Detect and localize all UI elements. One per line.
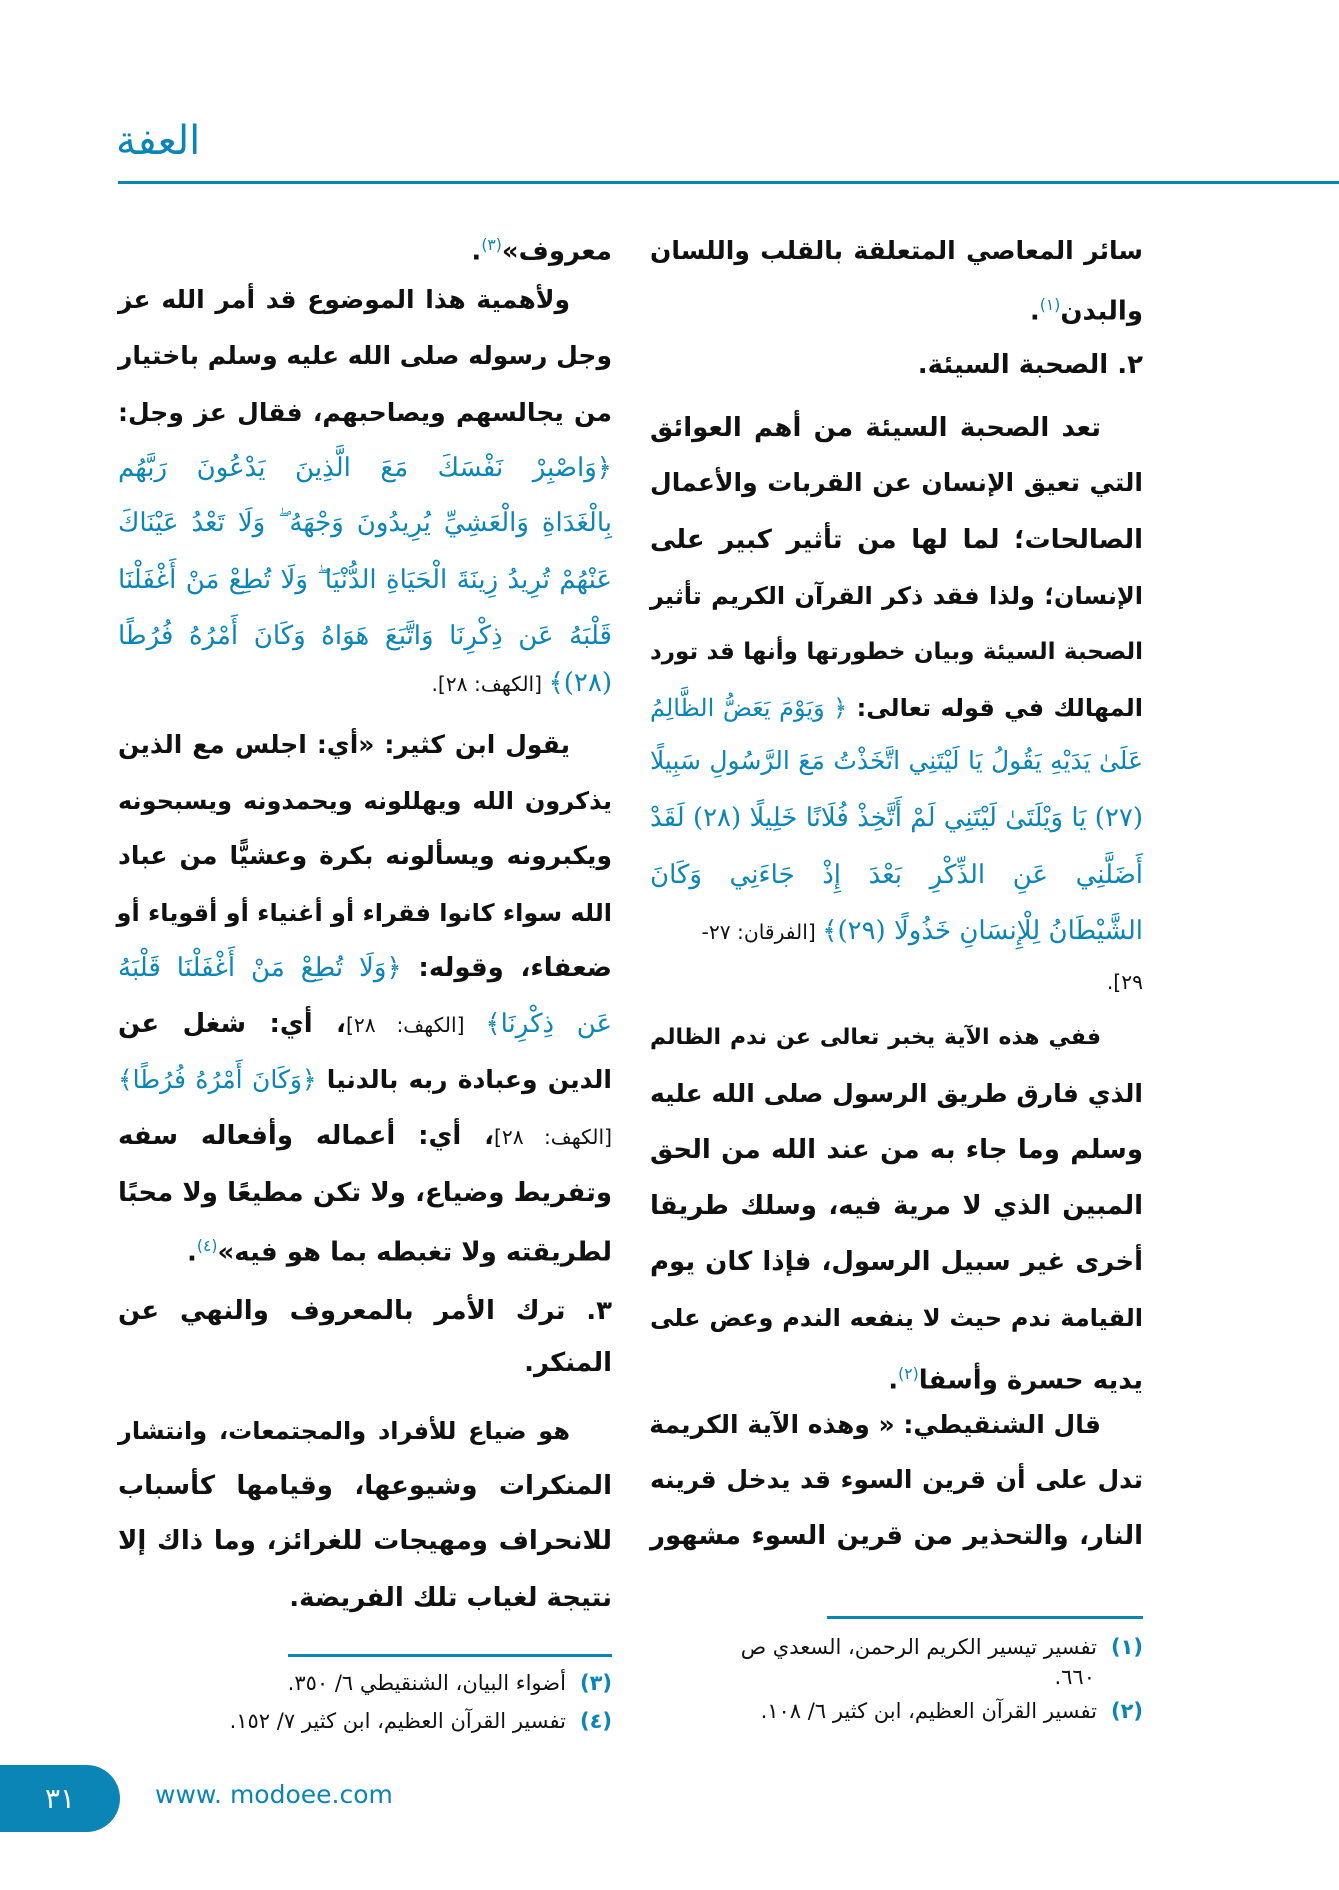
text-line [650,1178,1143,1234]
footnote [288,1668,612,1698]
quran-verse: بِالْغَدَاةِ وَالْعَشِيِّ يُرِيدُونَ وَجْهَهُ ۖ وَلَا تَعْدُ عَيْنَاكَ [118,508,612,538]
footnote-number: (٢) [1110,1699,1143,1723]
text-line [650,1397,1143,1453]
text-line [118,328,612,384]
body-text: يديه حسرة وأسفا [918,1365,1143,1396]
body-text: . [888,1365,899,1396]
page-number: ٣١ [44,1782,76,1815]
footnote-number: (٣) [579,1671,612,1695]
footnote-divider [827,1616,1143,1619]
body-text: المبين الذي لا مرية فيه، وسلك طريقا [650,1191,1143,1221]
body-text: معروف» [501,236,612,267]
text-line [650,903,1143,959]
body-text: من يجالسهم ويصاحبهم، فقال عز وجل: [118,398,612,427]
page-number-badge [0,1765,120,1832]
quran-verse: قَلْبَهُ عَن ذِكْرِنَا وَاتَّبَعَ هَوَاهُ وَكَانَ أَمْرُهُ فُرُطًا [118,621,612,651]
text-line [118,552,612,608]
body-text: لطريقته ولا تغبطه بما هو فيه» [217,1237,612,1268]
text-line [650,1290,1143,1346]
body-text: النار، والتحذير من قرين السوء مشهور [650,1521,1143,1551]
text-line [650,568,1143,624]
text-line [118,996,612,1052]
body-text: الله سواء كانوا فقراء أو أغنياء أو أقوياء أو [116,899,612,927]
body-text: . [186,1237,197,1268]
text-line [118,1218,612,1274]
verse-reference: ٢٩]. [1106,970,1143,994]
verse-reference: [الكهف: ٢٨] [493,1125,612,1149]
footnote-text-cont: ٦٦٠. [1054,1665,1095,1689]
body-text: تدل على أن قرين السوء قد يدخل قرينه [650,1465,1143,1494]
text-line [650,680,1143,736]
body-text: الصالحات؛ لما لها من تأثير كبير على [650,525,1143,555]
text-line [650,953,1143,1009]
text-line [650,733,1143,789]
body-text: ضعفاء، وقوله: [401,953,613,983]
text-line [118,1570,612,1626]
right-column [650,0,1143,1760]
body-text: ويكبرونه ويسألونه بكرة وعشيًّا من عباد [118,841,612,870]
body-text: المنكرات وشيوعها، وقيامها كأسباب [118,1471,612,1501]
body-text: التي تعيق الإنسان عن القربات والأعمال [650,468,1143,497]
quran-verse: ﴿وَلَا تُطِعْ مَنْ أَغْفَلْنَا قَلْبَهُ [118,953,402,983]
text-line [650,512,1143,568]
quran-verse: ﴿وَاصْبِرْ نَفْسَكَ مَعَ الَّذِينَ يَدْعُونَ رَبَّهُم [118,453,612,483]
body-text: هو ضياع للأفراد والمجتمعات، وانتشار [118,1417,570,1445]
quran-verse: ﴿وَكَانَ أَمْرُهُ فُرُطًا﴾ [118,1065,317,1094]
quran-verse: عَن ذِكْرِنَا﴾ [485,1009,613,1039]
text-line [118,1283,612,1339]
footnote [230,1706,612,1736]
body-text: يقول ابن كثير: «أي: اجلس مع الذين [118,730,570,759]
body-text: يذكرون الله ويهللونه ويحمدونه ويسبحونه [118,787,612,815]
footnote-text: أضواء البيان، الشنقيطي ٦/ ٣٥٠. [287,1671,566,1695]
body-text: وتفريط وضياع، ولا تكن مطيعًا ولا محبًا [118,1178,612,1208]
text-line [650,400,1143,456]
text-line [118,773,612,829]
quran-verse: الشَّيْطَانُ لِلْإِنسَانِ خَذُولًا (٢٩)﴾ [822,916,1143,946]
text-line [118,385,612,441]
body-text: وسلم وما جاء به من عند الله من الحق [650,1135,1143,1165]
body-text: . [471,236,482,267]
text-line [650,1234,1143,1290]
body-text: الإنسان؛ ولذا فقد ذكر القرآن الكريم تأثير [650,582,1143,610]
text-line [650,1066,1143,1122]
footnote-text: تفسير القرآن العظيم، ابن كثير ٧/ ١٥٢. [229,1709,566,1733]
text-line [650,455,1143,511]
body-text: ، أي: شغل عن [118,1009,346,1039]
quran-verse: (٢٧) يَا وَيْلَتَىٰ لَيْتَنِي لَمْ أَتَّخِذْ فُلَانًا خَلِيلًا (٢٨) لَقَدْ [649,803,1143,833]
text-line [650,1508,1143,1564]
section-heading: ٢. الصحبة السيئة. [917,350,1143,380]
text-line [118,1052,612,1108]
verse-reference: [الفرقان: ٢٧- [701,920,823,944]
footnote-ref[interactable]: (٤) [196,1237,218,1255]
quran-verse: (٢٨)﴾ [548,668,612,698]
text-line [650,223,1143,279]
body-text: ففي هذه الآية يخبر تعالى عن ندم الظالم [650,1025,1101,1050]
body-text: ، أي: أعماله وأفعاله سفه [118,1121,494,1151]
body-text: . [1029,296,1040,327]
quran-verse: أَضَلَّنِي عَنِ الذِّكْرِ بَعْدَ إِذْ جَاءَنِي وَكَانَ [650,860,1143,890]
text-line [650,1346,1143,1402]
left-column [118,0,612,1760]
footnote-ref[interactable]: (٢) [898,1365,919,1383]
quran-verse: عَلَىٰ يَدَيْهِ يَقُولُ يَا لَيْتَنِي اتَّخَذْتُ مَعَ الرَّسُولِ سَبِيلًا [650,746,1143,775]
text-line [118,1513,612,1569]
text-line [118,272,612,328]
text-line [650,624,1143,680]
body-text: سائر المعاصي المتعلقة بالقلب واللسان [650,236,1143,265]
footnote [741,1632,1143,1692]
body-text: القيامة ندم حيث لا ينفعه الندم وعض على [650,1304,1143,1332]
footnote-ref[interactable]: (٣) [481,236,502,254]
text-line [650,790,1143,846]
text-line [118,217,612,273]
verse-reference: [الكهف: ٢٨] [345,1013,486,1037]
body-text: والبدن [1060,296,1143,327]
body-text: وجل رسوله صلى الله عليه وسلم باختيار [118,341,612,370]
body-text: أخرى غير سبيل الرسول، فإذا كان يوم [650,1247,1143,1277]
text-line [118,1165,612,1221]
verse-reference: [الكهف: ٢٨]. [431,672,549,696]
text-line [118,655,612,711]
footnote [761,1696,1143,1726]
body-text: المهالك في قوله تعالى: [847,694,1144,722]
text-line [118,828,612,884]
body-text: الصحبة السيئة وبيان خطورتها وأنها قد تورد [650,639,1143,665]
text-line [118,885,612,941]
website-link[interactable]: www. modoee.com [155,1780,393,1809]
text-line [118,495,612,551]
text-line [650,847,1143,903]
text-line [118,717,612,773]
text-line [650,337,1143,393]
text-line [118,1403,612,1459]
footnote-divider [288,1654,612,1657]
body-text: الذي فارق طريق الرسول صلى الله عليه [650,1079,1143,1108]
section-heading: المنكر. [524,1348,612,1378]
text-line [650,1010,1143,1066]
body-text: للانحراف ومهيجات للغرائز، وما ذاك إلا [118,1526,612,1556]
body-text: ولأهمية هذا الموضوع قد أمر الله عز [118,285,570,314]
footnote-number: (٤) [579,1709,612,1733]
text-line [118,440,612,496]
body-text: الدين وعبادة ربه بالدنيا [316,1065,612,1094]
chapter-title: العفة [116,118,201,164]
text-line [118,940,612,996]
quran-verse: ﴿ وَيَوْمَ يَعَضُّ الظَّالِمُ [650,694,848,722]
footnote-text: تفسير القرآن العظيم، ابن كثير ٦/ ١٠٨. [760,1699,1097,1723]
footnote-number: (١) [1110,1635,1143,1659]
section-heading: ٣. ترك الأمر بالمعروف والنهي عن [118,1296,612,1326]
text-line [650,1452,1143,1508]
body-text: تعد الصحبة السيئة من أهم العوائق [650,413,1101,443]
quran-verse: عَنْهُمْ تُرِيدُ زِينَةَ الْحَيَاةِ الدُّنْيَا ۖ وَلَا تُطِعْ مَنْ أَغْفَلْنَا [118,565,612,595]
body-text: نتيجة لغياب تلك الفريضة. [289,1583,612,1613]
footnote-ref[interactable]: (١) [1039,296,1061,314]
text-line [118,1335,612,1391]
text-line [118,1458,612,1514]
text-line [650,277,1143,333]
text-line [650,1122,1143,1178]
text-line [118,1108,612,1164]
footnote-text: تفسير تيسير الكريم الرحمن، السعدي ص [740,1635,1097,1659]
body-text: قال الشنقيطي: « وهذه الآية الكريمة [649,1410,1101,1439]
